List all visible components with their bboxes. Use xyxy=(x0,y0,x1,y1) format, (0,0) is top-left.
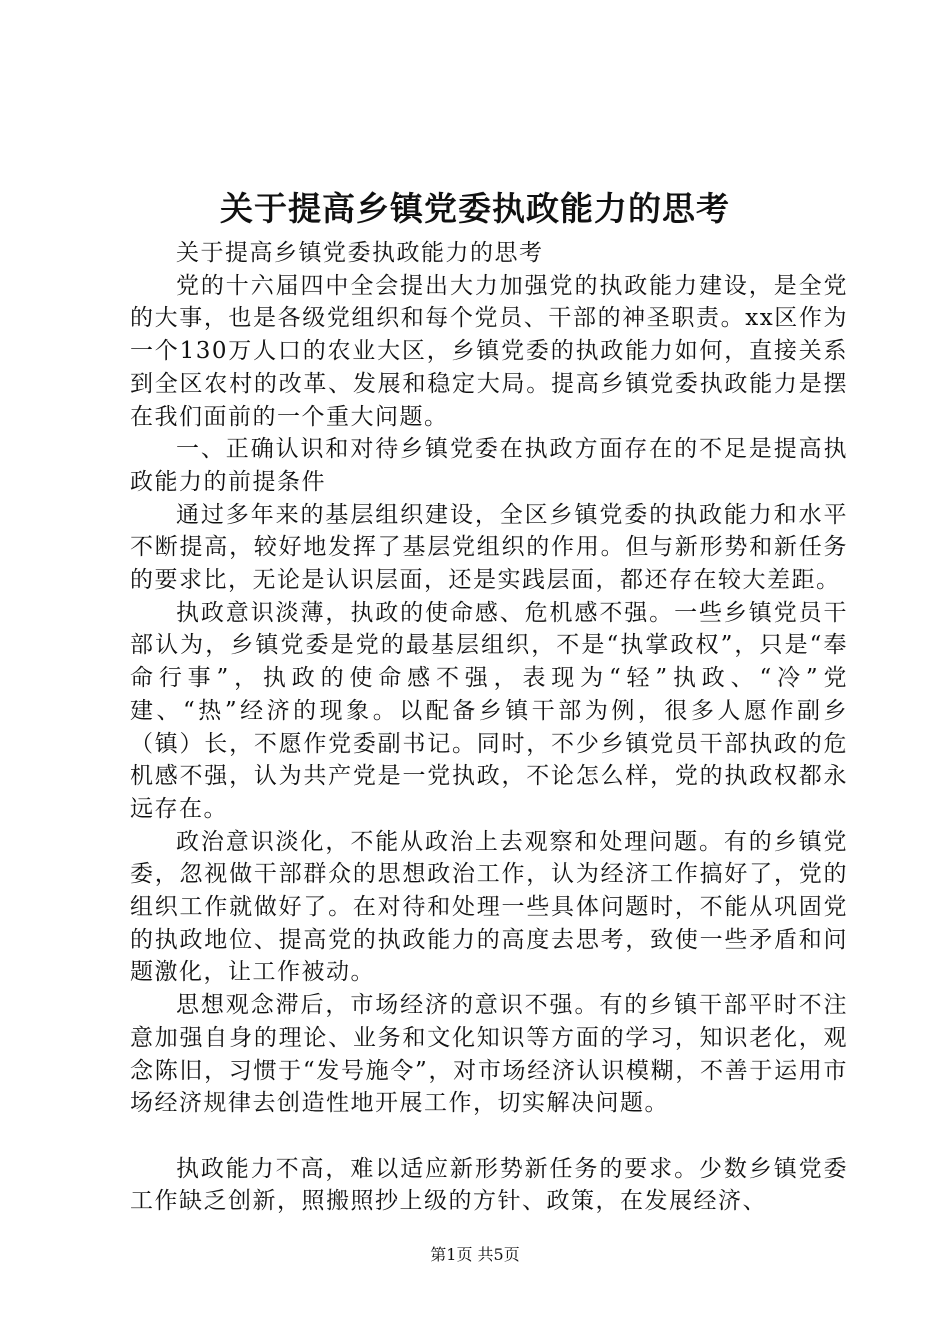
paragraph: 执政能力不高，难以适应新形势新任务的要求。少数乡镇党委工作缺乏创新，照搬照抄上级的方针、政策，在发展经济、 xyxy=(130,1155,848,1215)
paragraph: 思想观念滞后，市场经济的意识不强。有的乡镇干部平时不注意加强自身的理论、业务和文化知识等方面的学习，知识老化，观念陈旧，习惯于“发号施令”，对市场经济认识模糊，不善于运用市场经济规律去创造性地开展工作，切实解决问题。 xyxy=(130,992,848,1117)
paragraph: 通过多年来的基层组织建设，全区乡镇党委的执政能力和水平不断提高，较好地发挥了基层党组织的作用。但与新形势和新任务的要求比，无论是认识层面，还是实践层面，都还存在较大差距。 xyxy=(130,501,848,594)
document-body xyxy=(130,237,848,1218)
paragraph: 政治意识淡化，不能从政治上去观察和处理问题。有的乡镇党委，忽视做干部群众的思想政治工作，认为经济工作搞好了，党的组织工作就做好了。在对待和处理一些具体问题时，不能从巩固党的执政地位、提高党的执政能力的高度去思考，致使一些矛盾和问题激化，让工作被动。 xyxy=(130,828,848,986)
document-title: 关于提高乡镇党委执政能力的思考 xyxy=(220,189,730,228)
paragraph-subtitle: 关于提高乡镇党委执政能力的思考 xyxy=(176,240,544,266)
paragraph-gap xyxy=(130,1120,848,1153)
paragraph: 执政意识淡薄，执政的使命感、危机感不强。一些乡镇党员干部认为，乡镇党委是党的最基层组织，不是“执掌政权”，只是“奉命行事”，执政的使命感不强，表现为“轻”执政、“冷”党建、“热”经济的现象。以配备乡镇干部为例，很多人愿作副乡（镇）长，不愿作党委副书记。同时，不少乡镇党员干部执政的危机感不强，认为共产党是一党执政，不论怎么样，党的执政权都永远存在。 xyxy=(130,599,848,822)
page-number-footer: 第1页 共5页 xyxy=(430,1245,520,1264)
section-heading: 一、正确认识和对待乡镇党委在执政方面存在的不足是提高执政能力的前提条件 xyxy=(130,436,848,495)
paragraph-intro: 党的十六届四中全会提出大力加强党的执政能力建设，是全党的大事，也是各级党组织和每个党员、干部的神圣职责。xx区作为一个130万人口的农业大区，乡镇党委的执政能力如何，直接关系到全区农村的改革、发展和稳定大局。提高乡镇党委执政能力是摆在我们面前的一个重大问题。 xyxy=(130,272,848,430)
